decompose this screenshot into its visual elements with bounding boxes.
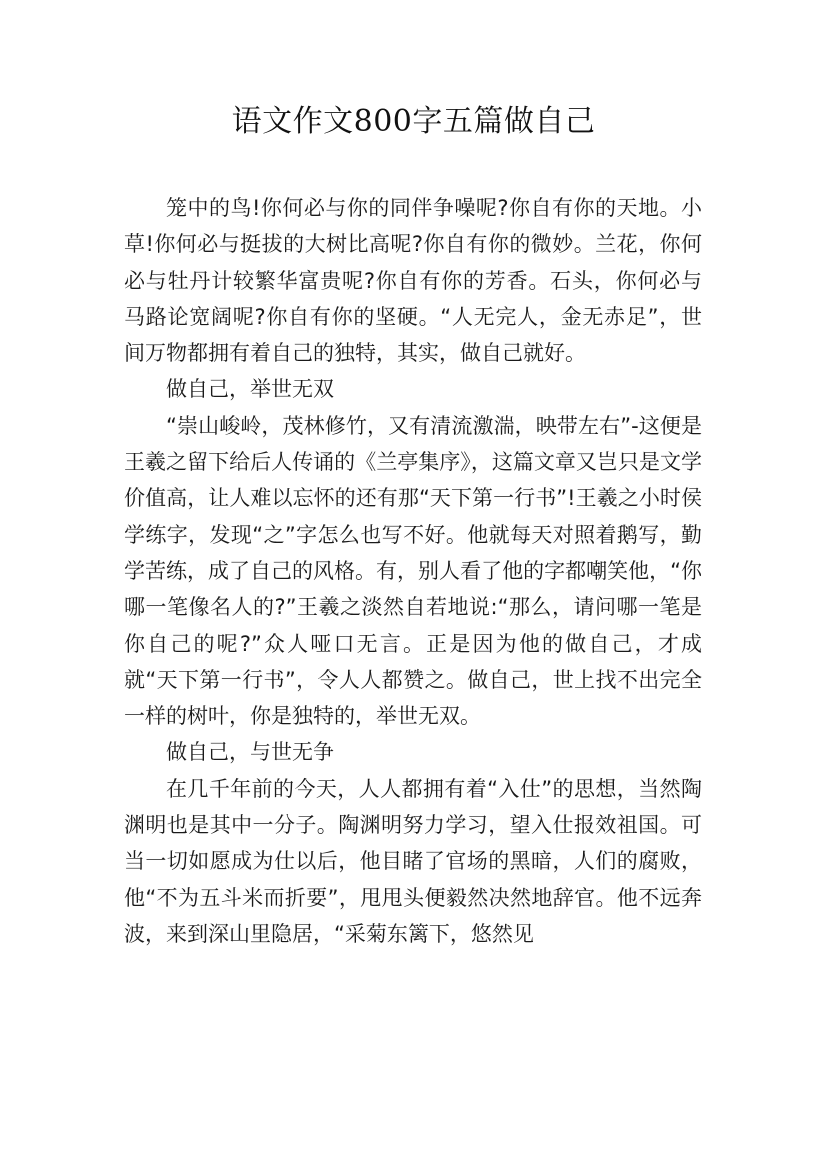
document-body	[124, 190, 702, 952]
body-paragraph: “崇山峻岭，茂林修竹，又有清流激湍，映带左右”-这便是王羲之留下给后人传诵的《兰亭集序》，这篇文章又岂只是文学价值高，让人难以忘怀的还有那“天下第一行书”!王羲之小时侯学练字，发现“之”字怎么也写不好。他就每天对照着鹅写，勤学苦练，成了自己的风格。有，别人看了他的字都嘲笑他，“你哪一笔像名人的?”王羲之淡然自若地说:“那么，请问哪一笔是你自己的呢?”众人哑口无言。正是因为他的做自己，才成就“天下第一行书”，令人人都赞之。做自己，世上找不出完全一样的树叶，你是独特的，举世无双。	[124, 413, 702, 729]
body-paragraph: 在几千年前的今天，人人都拥有着“入仕”的思想，当然陶渊明也是其中一分子。陶渊明努力学习，望入仕报效祖国。可当一切如愿成为仕以后，他目睹了官场的黑暗，人们的腐败，他“不为五斗米而折要”，甩甩头便毅然决然地辞官。他不远奔波，来到深山里隐居，“采菊东篱下，悠然见	[124, 776, 702, 946]
body-paragraph: 笼中的鸟!你何必与你的同伴争噪呢?你自有你的天地。小草!你何必与挺拔的大树比高呢?你自有你的微妙。兰花，你何必与牡丹计较繁华富贵呢?你自有你的芳香。石头，你何必与马路论宽阔呢?你自有你的坚硬。“人无完人，金无赤足”，世间万物都拥有着自己的独特，其实，做自己就好。	[124, 196, 702, 366]
document-title: 语文作文800字五篇做自己	[231, 104, 596, 139]
section-heading: 做自己，与世无争	[166, 740, 334, 765]
section-heading: 做自己，举世无双	[166, 377, 334, 402]
